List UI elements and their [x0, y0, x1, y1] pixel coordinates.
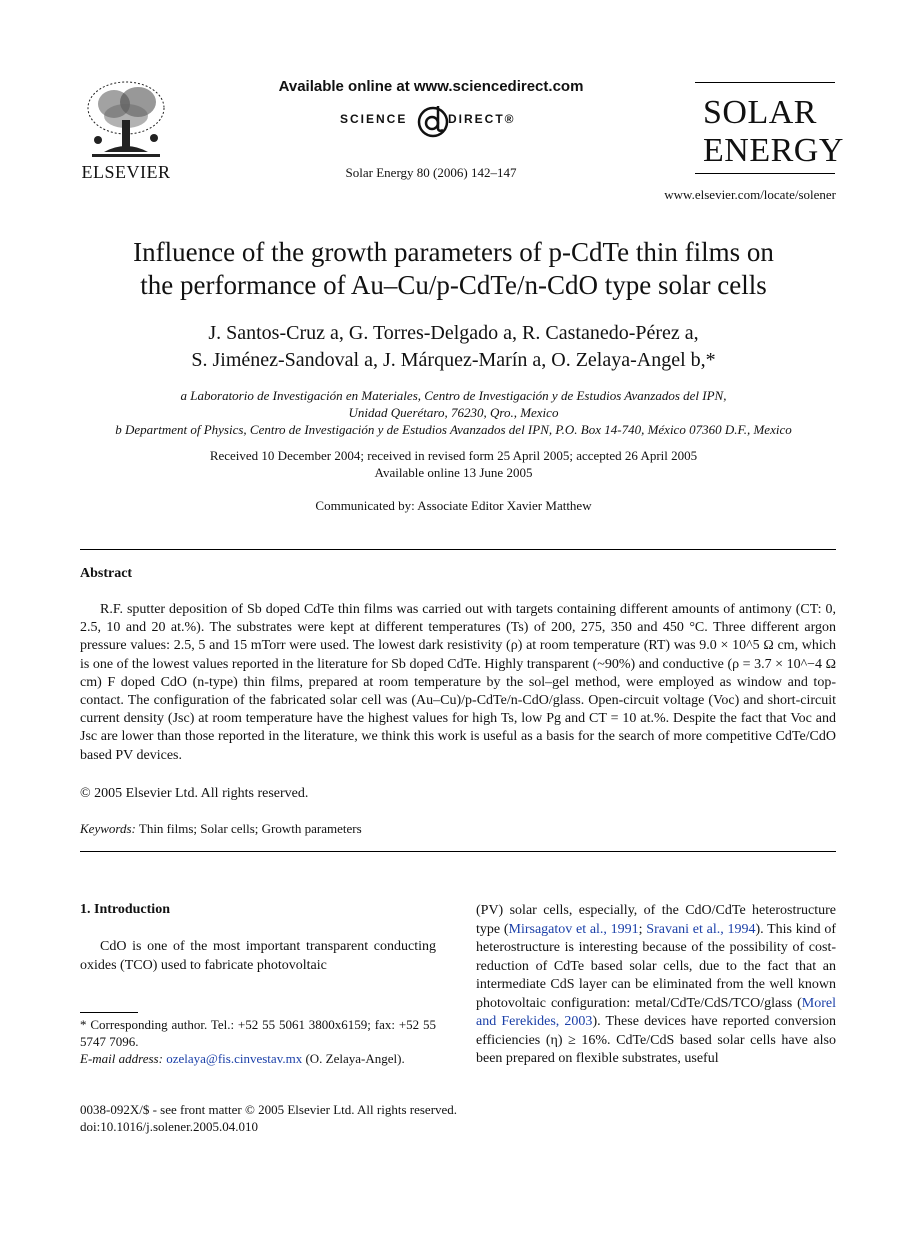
sciencedirect-logo — [300, 100, 560, 140]
corresponding-author-text: * Corresponding author. Tel.: +52 55 5061 3800x6159; fax: +52 55 5747 7096. — [80, 1017, 436, 1049]
authors-line-1: J. Santos-Cruz a, G. Torres-Delgado a, R. Castanedo-Pérez a, — [208, 322, 699, 344]
abstract-copyright: © 2005 Elsevier Ltd. All rights reserved. — [80, 786, 309, 801]
communicated-by: Communicated by: Associate Editor Xavier Matthew — [315, 498, 592, 513]
abstract-heading: Abstract — [80, 566, 133, 581]
issn-line: 0038-092X/$ - see front matter © 2005 Elsevier Ltd. All rights reserved. — [80, 1102, 458, 1117]
sciencedirect-right-word: DIRECT® — [448, 112, 516, 126]
email-owner: (O. Zelaya-Angel). — [305, 1051, 405, 1066]
divider-bottom — [80, 851, 836, 852]
section-heading-introduction: 1. Introduction — [80, 902, 170, 917]
journal-title-box — [695, 82, 844, 174]
email-link[interactable]: ozelaya@fis.cinvestav.mx — [166, 1051, 303, 1066]
affiliation-a-line2: Unidad Querétaro, 76230, Qro., Mexico — [348, 405, 559, 420]
reference-link-mirsagatov[interactable]: Mirsagatov et al., 1991 — [508, 921, 639, 937]
corresponding-author-footnote — [80, 1016, 436, 1067]
affiliation-a-line1: a Laboratorio de Investigación en Materiales, Centro de Investigación y de Estudios Avanzados del IPN, — [180, 388, 727, 403]
available-online-text: Available online at www.sciencedirect.com — [278, 78, 584, 95]
abstract-text: R.F. sputter deposition of Sb doped CdTe thin films was carried out with targets containing different amounts of antimony (CT: 0, 2.5, 10 and 20 at.%). The substrates were kept at different temperatures (Ts) of 200, 275, 350 and 450 °C. Three different argon pressure values: 2.5, 5 and 15 mTorr were used. The lowest dark resistivity (ρ) at room temperature (RT) was 9.0 × 10^5 Ω cm, which is one of the lowest values reported in the literature for Sb doped CdTe. Highly transparent (~90%) and conductive (ρ = 3.7 × 10^−4 Ω cm) F doped CdO (n-type) thin films, prepared at room temperature by the sol–gel method, were employed as window and top-contact. The configuration of the fabricated solar cell was (Au–Cu)/p-CdTe/n-CdO/glass. Open-circuit voltage (Voc) and short-circuit current density (Jsc) at room temperature have the highest values for high Ts, low Pg and CT = 10 at.%. Despite the fact that Voc and Jsc are lower than those reported in the literature, we think this work is useful as a basis for the search of more competitive CdTe/CdO based PV devices. — [80, 602, 836, 763]
reference-separator: ; — [638, 921, 647, 937]
publisher-name: ELSEVIER — [81, 162, 171, 182]
reference-link-morel[interactable]: Morel and Ferekides, 2003 — [476, 995, 836, 1029]
email-line — [80, 1050, 436, 1067]
intro-right-text-b: ). This kind of heterostructure is interesting because of the possibility of cost-reduction of CdTe based solar cells, due to the fact that an intermediate CdS layer can be eliminated from the well known photovoltaic configuration: metal/CdTe/CdS/TCO/glass ( — [476, 921, 837, 1011]
author-list — [60, 320, 847, 374]
abstract-text-block — [80, 601, 836, 765]
front-matter — [80, 1101, 457, 1135]
footnote-rule — [80, 1012, 138, 1013]
intro-left-paragraph: CdO is one of the most important transparent conducting oxides (TCO) used to fabricate photovoltaic — [80, 939, 436, 973]
keywords-list: Thin films; Solar cells; Growth parameters — [138, 821, 362, 836]
left-column — [80, 938, 436, 975]
doi-line[interactable]: doi:10.1016/j.solener.2005.04.010 — [80, 1119, 259, 1134]
article-title — [60, 236, 847, 302]
authors-line-2: S. Jiménez-Sandoval a, J. Márquez-Marín a, O. Zelaya-Angel b,* — [191, 349, 716, 371]
available-online-date: Available online 13 June 2005 — [374, 465, 533, 480]
received-dates: Received 10 December 2004; received in revised form 25 April 2005; accepted 26 April 2005 — [209, 448, 698, 463]
sciencedirect-left-word: SCIENCE — [340, 112, 408, 126]
intro-right-text-c: ). These devices have reported conversion efficiencies (η) ≥ 16%. CdTe/CdS based solar cells have also been prepared on flexible substrates, useful — [476, 1014, 836, 1066]
journal-title-line1: SOLAR — [703, 94, 817, 131]
intro-right-text-a: (PV) solar cells, especially, of the CdO/CdTe heterostructure type ( — [476, 903, 836, 937]
article-history — [60, 447, 847, 481]
journal-title-line2: ENERGY — [703, 132, 844, 169]
reference-link-sravani[interactable]: Sravani et al., 1994 — [646, 921, 756, 937]
journal-url[interactable]: www.elsevier.com/locate/solener — [664, 187, 836, 202]
keywords-label: Keywords: — [80, 821, 136, 836]
journal-reference: Solar Energy 80 (2006) 142–147 — [345, 165, 517, 180]
keywords-line — [80, 821, 362, 837]
right-column — [476, 902, 836, 1069]
title-line-1: Influence of the growth parameters of p-CdTe thin films on — [133, 237, 774, 267]
sciencedirect-at-icon — [416, 100, 450, 140]
divider-top — [80, 549, 836, 550]
title-line-2: the performance of Au–Cu/p-CdTe/n-CdO type solar cells — [140, 270, 767, 300]
elsevier-logo — [80, 80, 172, 180]
elsevier-tree-icon — [84, 80, 168, 158]
affiliation-b: b Department of Physics, Centro de Investigación y de Estudios Avanzados del IPN, P.O. Box 14-740, México 07360 D.F., Mexico — [115, 422, 792, 437]
email-label: E-mail address: — [80, 1051, 163, 1066]
